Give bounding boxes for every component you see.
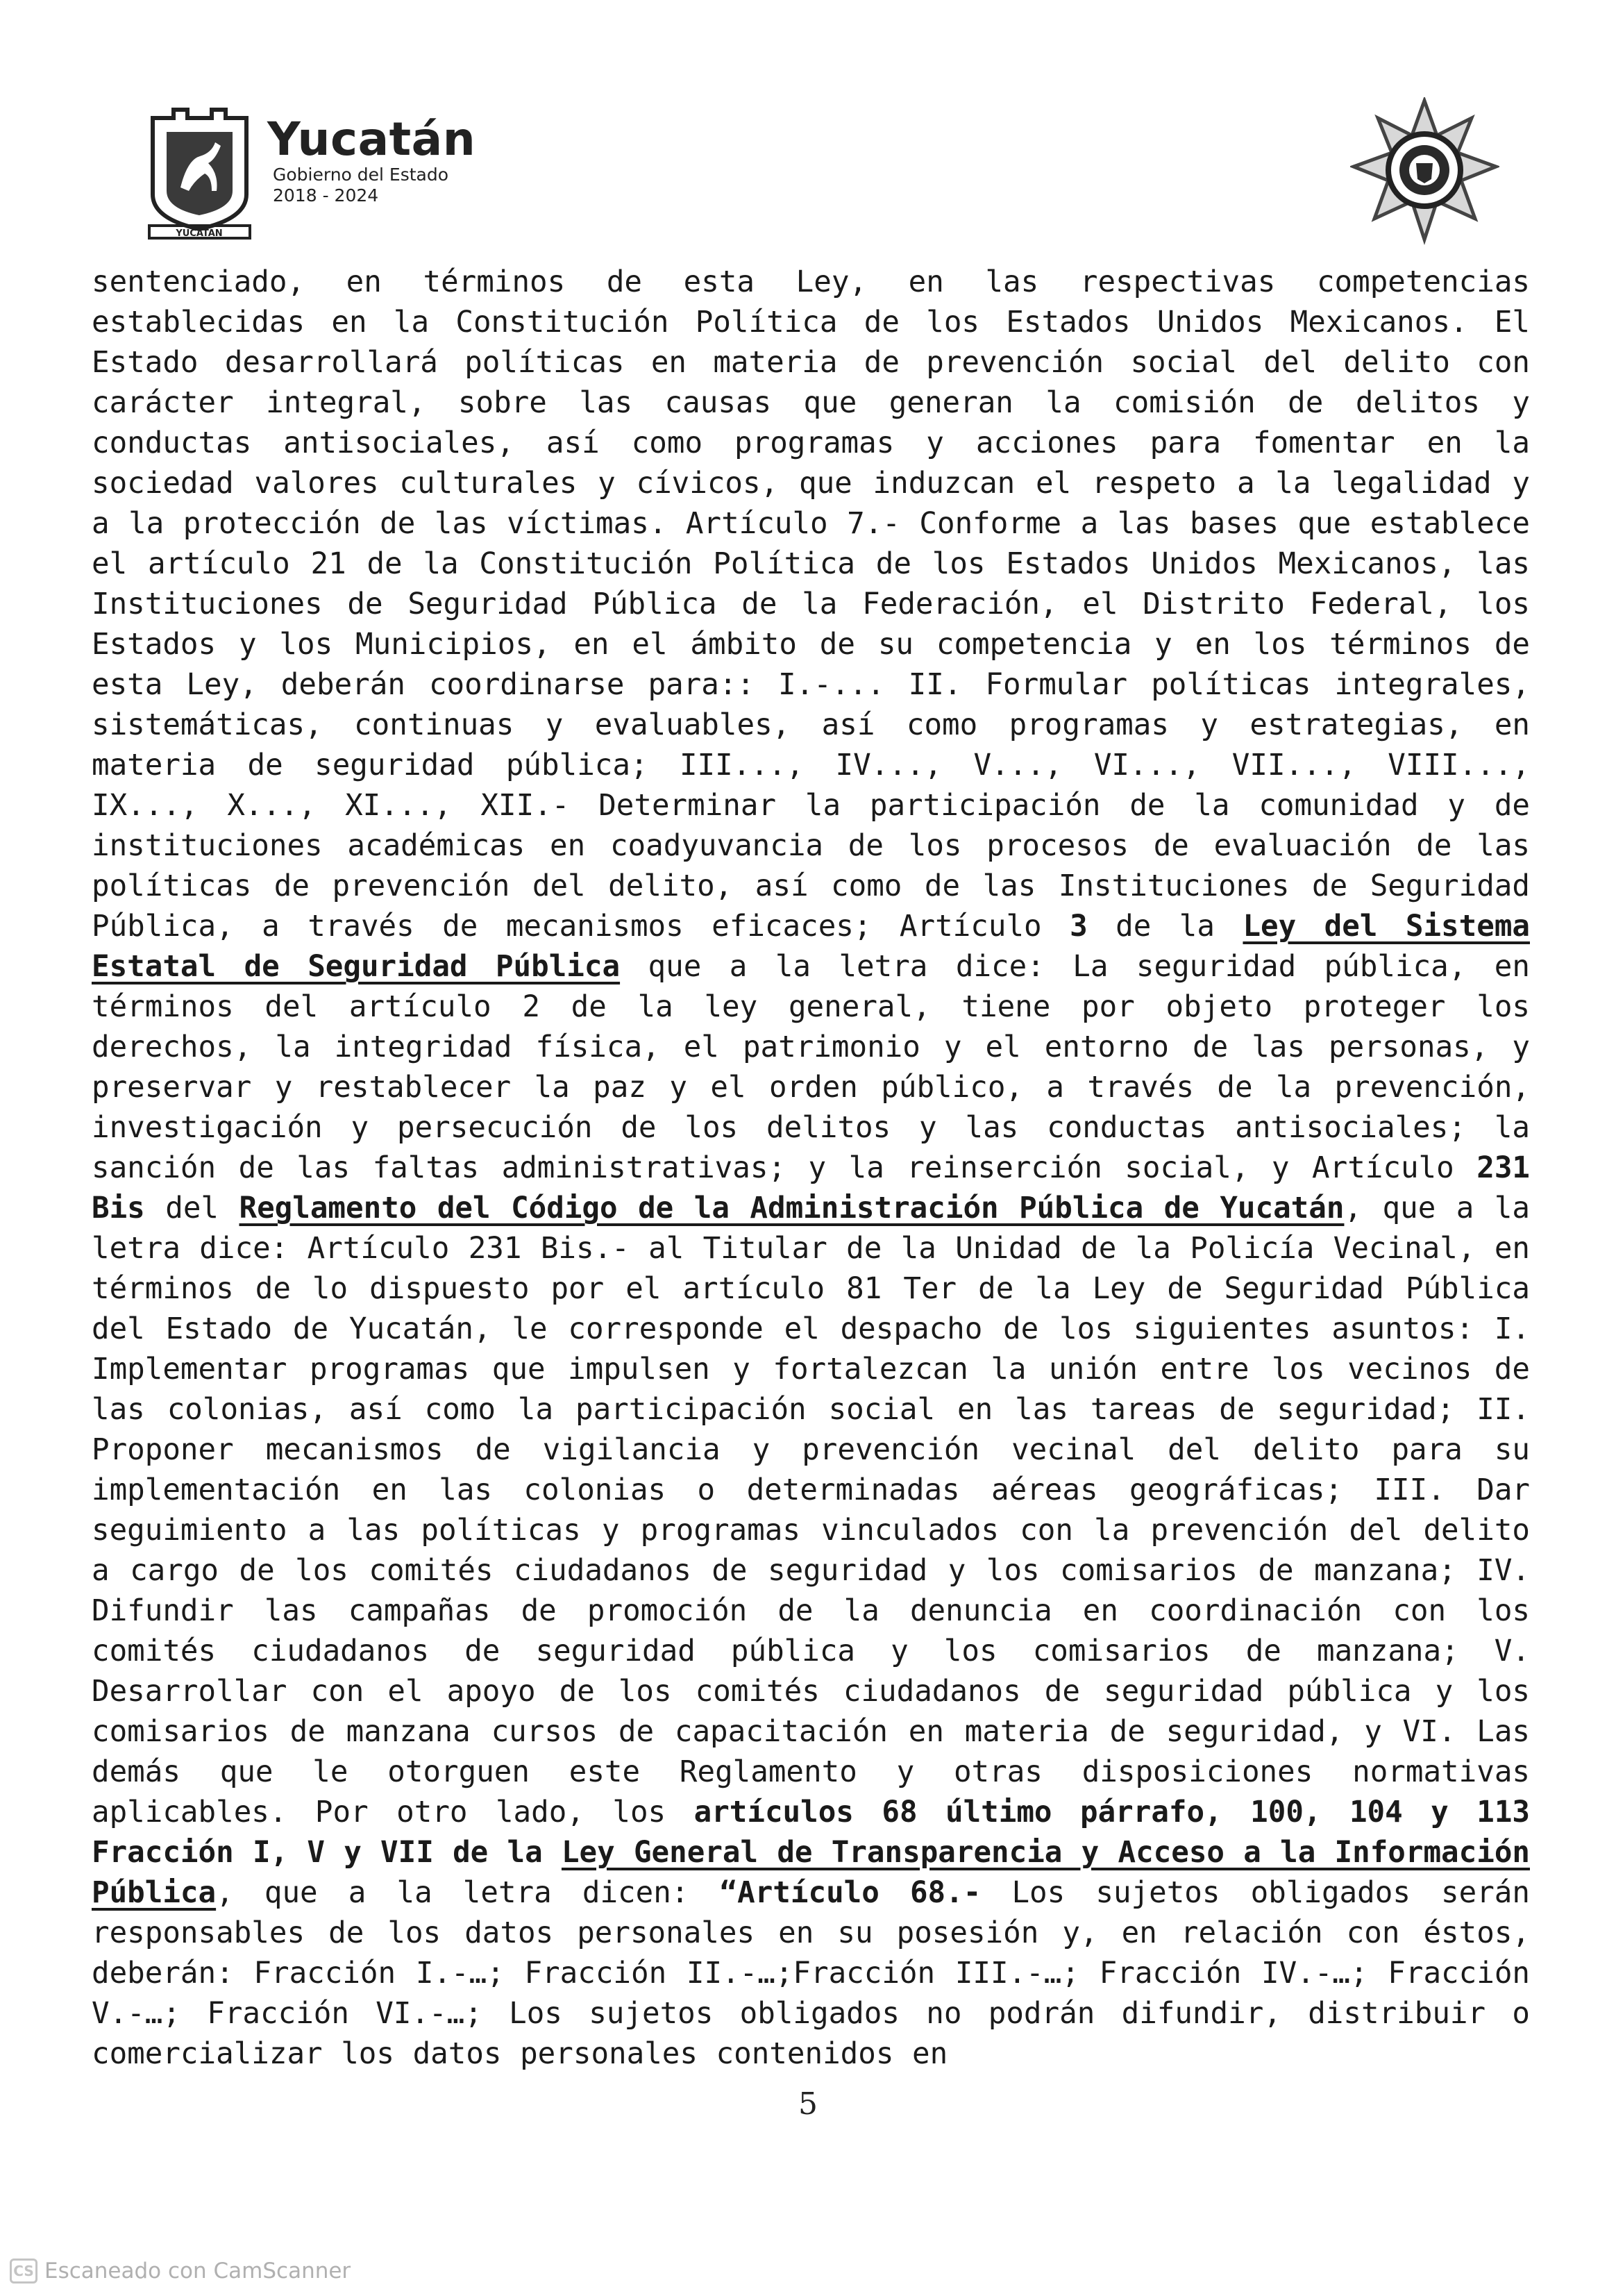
scanner-watermark [10,2259,351,2284]
body-text-segment: de la [1116,910,1215,944]
articles-reference-bold: artículos 68 último párrafo, 100, 104 y 113 Fracción I, V y VII de la [92,1795,1531,1870]
body-text-segment: , que a la letra dicen: [216,1876,689,1910]
police-star-badge-icon [1350,97,1499,246]
brand-period-line: 2018 - 2024 [273,185,379,206]
transparency-law-title-underlined: Ley General de Transparencia y Acceso a la Información Pública [92,1836,1530,1910]
brand-block [267,112,476,206]
brand-name: Yucatán [267,112,476,166]
main-paragraph [92,262,1530,2075]
law-title-underlined: Ley del Sistema Estatal de Seguridad Pública [92,910,1530,984]
body-text-segment: que a la letra dice: La seguridad pública, en términos del artículo 2 de la ley general, tiene por objeto proteger los derechos, la integridad física, el patrimonio y el entorno de las personas, y preservar y restablecer la paz y el orden público, a través de la prevención, investigación y persecución de los delitos y las conductas antisociales; la sanción de las faltas administrativas; y la reinserción social, y Artículo [92,950,1530,1185]
body-text-segment: sentenciado, en términos de esta Ley, en las respectivas competencias establecidas en la Constitución Política de los Estados Unidos Mexicanos. El Estado desarrollará políticas en materia de prevención social del delito con carácter integral, sobre las causas que generan la comisión de delitos y conductas antisociales, así como programas y acciones para fomentar en la sociedad valores culturales y cívicos, que induzcan el respeto a la legalidad y a la protección de las víctimas. Artículo 7.- Conforme a las bases que establece el artículo 21 de la Constitución Política de los Estados Unidos Mexicanos, las Instituciones de Seguridad Pública de la Federación, el Distrito Federal, los Estados y los Municipios, en el ámbito de su competencia y en los términos de esta Ley, deberán coordinarse para:: I.-... II. Formular políticas integrales, sistemáticas, continuas y evaluables, así como programas y estrategias, en materia de seguridad pública; III..., IV..., V..., VI..., VII..., VIII..., IX..., X..., XI..., XII.- Determinar la participación de la comunidad y de instituciones académicas en coadyuvancia de los procesos de evaluación de las políticas de prevención del delito, así como de las Instituciones de Seguridad Pública, a través de mecanismos eficaces; Artículo [92,265,1530,944]
regulation-title-underlined: Reglamento del Código de la Administración Pública de Yucatán [239,1191,1345,1225]
page-number: 5 [798,2086,818,2122]
body-text-segment: del [165,1191,219,1225]
svg-text:YUCATAN: YUCATAN [176,228,223,239]
body-text-segment: Los sujetos obligados serán responsables de los datos personales en su posesión y, en relación con éstos, deberán: Fracción I.-…; Fracción II.-…;Fracción III.-…; Fracción IV.-…; Fracción V.-…; Fracción VI.-…; Los sujetos obligados no podrán difundir, distribuir o comercializar los datos personales contenidos en [92,1876,1530,2071]
document-body [92,262,1530,2075]
scanner-text: Escaneado con CamScanner [44,2259,351,2284]
article-number-bold: 231 Bis [92,1151,1530,1225]
body-text-segment: , que a la letra dice: Artículo 231 Bis.- al Titular de la Unidad de la Policía Vecinal, en términos de lo dispuesto por el artículo 81 Ter de la Ley de Seguridad Pública del Estado de Yucatán, le corresponde el despacho de los siguientes asuntos: I. Implementar programas que impulsen y fortalezcan la unión entre los vecinos de las colonias, así como la participación social en las tareas de seguridad; II. Proponer mecanismos de vigilancia y prevención vecinal del delito para su implementación en las colonias o determinadas aéreas geográficas; III. Dar seguimiento a las políticas y programas vinculados con la prevención del delito a cargo de los comités ciudadanos de seguridad y los comisarios de manzana; IV. Difundir las campañas de promoción de la denuncia en coordinación con los comités ciudadanos de seguridad pública y los comisarios de manzana; V. Desarrollar con el apoyo de los comités ciudadanos de seguridad pública y los comisarios de manzana cursos de capacitación en materia de seguridad, y VI. Las demás que le otorguen este Reglamento y otras disposiciones normativas aplicables. Por otro lado, los [92,1191,1530,1829]
article-number-bold: 3 [1070,910,1088,944]
camscanner-icon: CS [10,2259,37,2284]
brand-government-line: Gobierno del Estado [273,165,449,185]
yucatan-coat-of-arms-icon [146,104,253,240]
article-68-heading-bold: “Artículo 68.- [719,1876,982,1910]
letterhead [139,97,1499,250]
